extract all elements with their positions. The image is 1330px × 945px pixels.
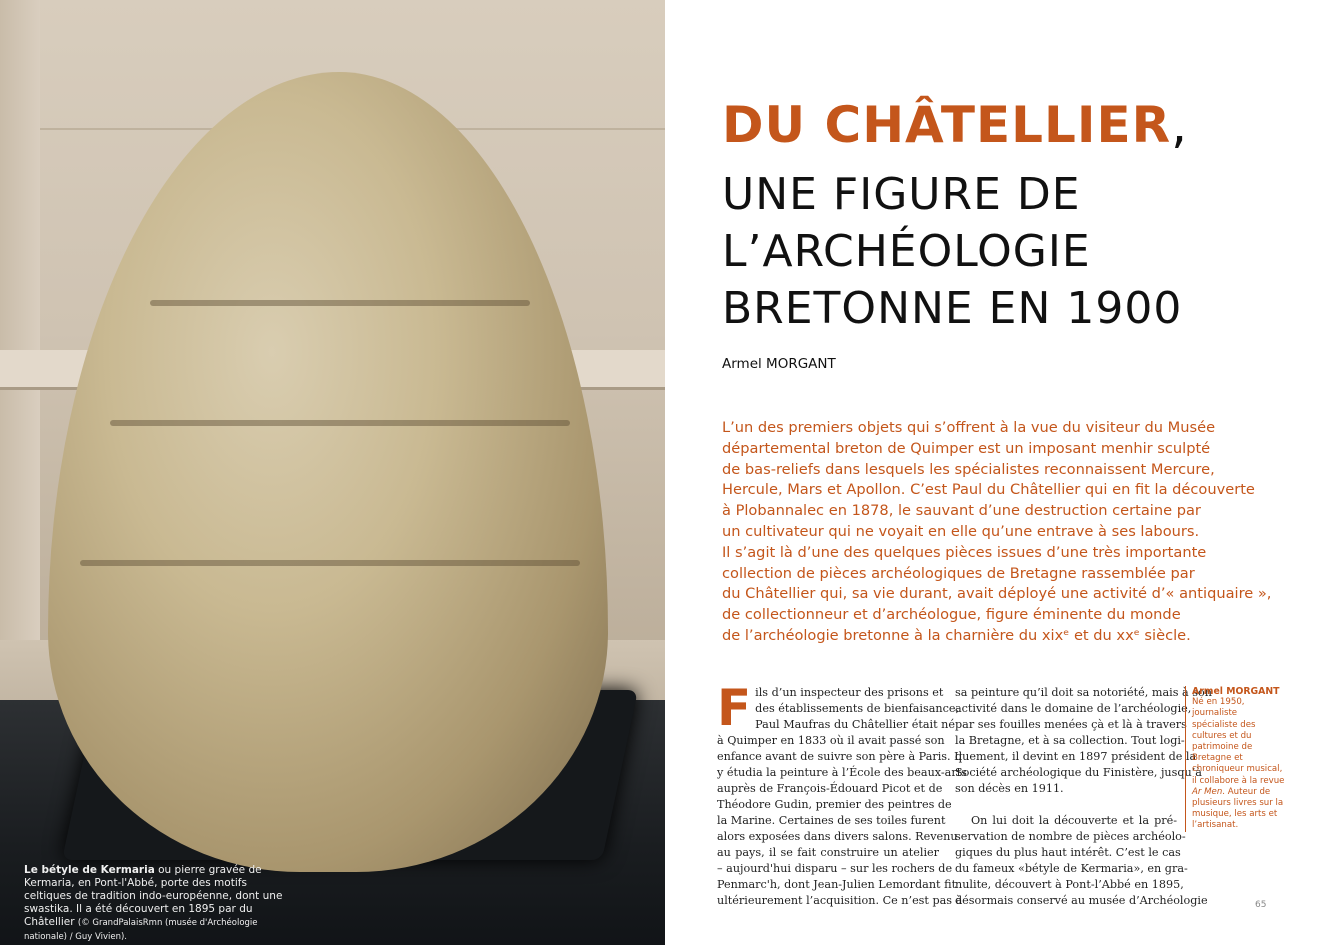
body-column-1: [717, 679, 967, 909]
intro-line: L’un des premiers objets qui s’offrent à la vue du visiteur du Musée: [722, 419, 1216, 436]
text-line: du fameux «bétyle de Kermaria», en gra-: [955, 862, 1188, 875]
carved-band: [110, 420, 570, 426]
caption-title: Le bétyle de Kermaria: [24, 864, 155, 876]
text-line: des établissements de bienfaisance,: [755, 702, 960, 715]
text-line: la Marine. Certaines de ses toiles furent: [717, 814, 946, 827]
paragraph-gap: [955, 797, 1177, 813]
page-number: 65: [1255, 900, 1267, 910]
photo-caption: [24, 864, 284, 944]
carved-band: [150, 300, 530, 306]
intro-line: départemental breton de Quimper est un imposant menhir sculpté: [722, 439, 1211, 457]
text-line: – aujourd'hui disparu – sur les rochers de: [717, 862, 953, 875]
caption-credit: (© GrandPalaisRmn (musée d'Archéologie nationale) / Guy Vivien).: [24, 918, 258, 942]
title-line: L’ARCHÉOLOGIE: [722, 226, 1091, 277]
title-line: BRETONNE EN 1900: [722, 283, 1183, 334]
title-comma: ,: [1171, 96, 1189, 154]
drop-cap: F: [717, 679, 752, 737]
bio-text: Né en 1950, journaliste spécialiste des cultures et du patrimoine de Bretagne et chroniqueur musical, il collabore à la revue: [1192, 697, 1285, 786]
carved-band: [80, 560, 580, 566]
intro-line: Hercule, Mars et Apollon. C’est Paul du Châtellier qui en fit la découverte: [722, 481, 1255, 499]
article-page: [665, 0, 1330, 945]
intro-line: de collectionneur et d’archéologue, figure éminente du monde: [722, 606, 1181, 624]
byline: Armel MORGANT: [722, 356, 836, 372]
author-bio: [1185, 686, 1285, 832]
intro-line: à Plobannalec en 1878, le sauvant d’une destruction certaine par: [722, 502, 1201, 520]
intro-line: Il s’agit là d’une des quelques pièces issues d’une très importante: [722, 543, 1207, 561]
text-line: servation de nombre de pièces archéolo-: [955, 830, 1186, 843]
text-line: ils d’un inspecteur des prisons et: [755, 686, 944, 699]
text-line: giques du plus haut intérêt. C’est le cas: [955, 846, 1181, 859]
caption-text: ou pierre gravée de Kermaria, en Pont-l'Abbé, porte des motifs celtiques de tradition indo-européenne, dont une swastika. Il a été découvert en 1895 par du Châtellier: [24, 864, 283, 928]
title-subtitle: [722, 166, 1182, 337]
text-line: nulite, découvert à Pont-l’Abbé en 1895,: [955, 878, 1184, 891]
title-line: UNE FIGURE DE: [722, 169, 1081, 220]
title-highlight: [722, 96, 1188, 154]
intro-paragraph: [722, 418, 1272, 647]
intro-line: un cultivateur qui ne voyait en elle qu’une entrave à ses labours.: [722, 522, 1200, 540]
text-line: Société archéologique du Finistère, jusqu’à: [955, 766, 1202, 779]
intro-line: de bas-reliefs dans lesquels les spécialistes reconnaissent Mercure,: [722, 460, 1215, 478]
text-line: la Bretagne, et à sa collection. Tout logi-: [955, 734, 1185, 747]
title-name: DU CHÂTELLIER: [722, 96, 1172, 154]
text-line: On lui doit la découverte et la pré-: [971, 814, 1177, 827]
bio-name: Armel MORGANT: [1192, 686, 1280, 697]
text-line: désormais conservé au musée d’Archéologie: [955, 894, 1208, 907]
bio-magazine: Ar Men: [1192, 786, 1223, 797]
text-line: sa peinture qu’il doit sa notoriété, mais à son: [955, 686, 1212, 699]
bio-text-end: . Auteur de plusieurs livres sur la musique, les arts et l’artisanat.: [1192, 786, 1284, 831]
betyle-stone: [48, 72, 608, 872]
text-line: par ses fouilles menées çà et là à travers: [955, 718, 1187, 731]
text-line: son décès en 1911.: [955, 782, 1064, 795]
text-line: quement, il devint en 1897 président de la: [955, 750, 1197, 763]
text-line: alors exposées dans divers salons. Revenu: [717, 830, 958, 843]
text-line: enfance avant de suivre son père à Paris. Il: [717, 750, 963, 763]
text-line: ultérieurement l’acquisition. Ce n’est pas à: [717, 894, 963, 907]
text-line: Penmarc'h, dont Jean-Julien Lemordant fit: [717, 878, 957, 891]
text-line: auprès de François-Édouard Picot et de: [717, 782, 943, 795]
text-line: Paul Maufras du Châtellier était né: [755, 718, 955, 731]
intro-line: collection de pièces archéologiques de Bretagne rassemblée par: [722, 564, 1195, 582]
text-line: à Quimper en 1833 où il avait passé son: [717, 734, 945, 747]
text-line: Théodore Gudin, premier des peintres de: [717, 798, 952, 811]
intro-line: du Châtellier qui, sa vie durant, avait déployé une activité d’« antiquaire »,: [722, 585, 1272, 603]
text-line: au pays, il se fait construire un atelier: [717, 846, 939, 859]
text-line: y étudia la peinture à l’École des beaux-arts: [717, 766, 967, 779]
intro-line: de l’archéologie bretonne à la charnière du xixᵉ et du xxᵉ siècle.: [722, 626, 1191, 644]
text-line: activité dans le domaine de l’archéologie,: [955, 702, 1192, 715]
